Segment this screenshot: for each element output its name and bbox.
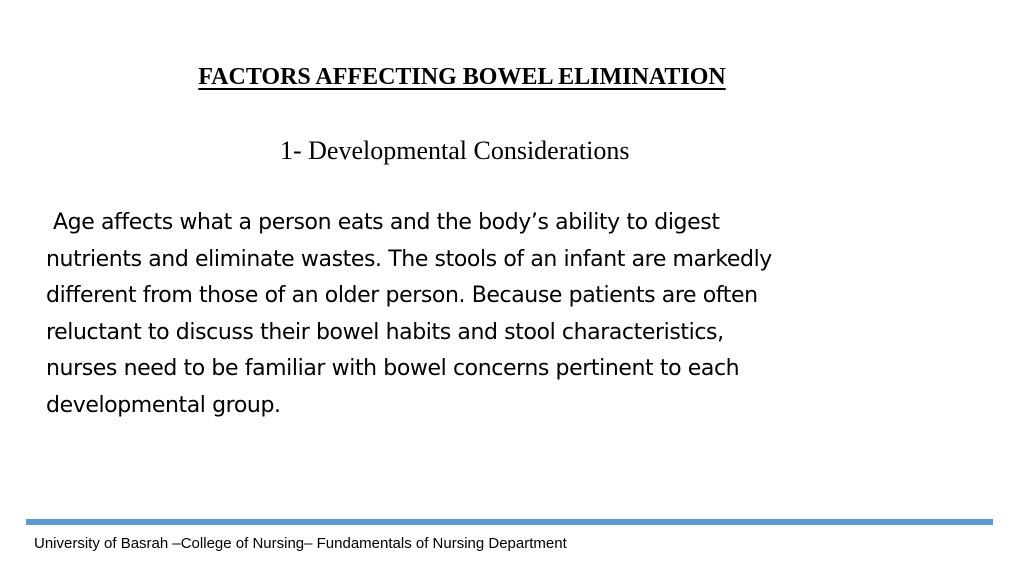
- body-line: reluctant to discuss their bowel habits and stool characteristics,: [46, 319, 724, 345]
- body-line: Age affects what a person eats and the body’s ability to digest: [53, 210, 720, 235]
- body-line: developmental group.: [46, 392, 281, 418]
- body-paragraph: [46, 205, 946, 424]
- body-line: nutrients and eliminate wastes. The stools of an infant are markedly: [46, 246, 772, 272]
- footer-divider: [26, 519, 993, 525]
- body-line: nurses need to be familiar with bowel concerns pertinent to each: [46, 356, 740, 381]
- body-line: different from those of an older person. Because patients are often: [46, 283, 758, 308]
- slide-subtitle: 1- Developmental Considerations: [280, 136, 630, 165]
- footer-text: University of Basrah –College of Nursing– Fundamentals of Nursing Department: [34, 535, 567, 552]
- slide-title: FACTORS AFFECTING BOWEL ELIMINATION: [198, 64, 726, 90]
